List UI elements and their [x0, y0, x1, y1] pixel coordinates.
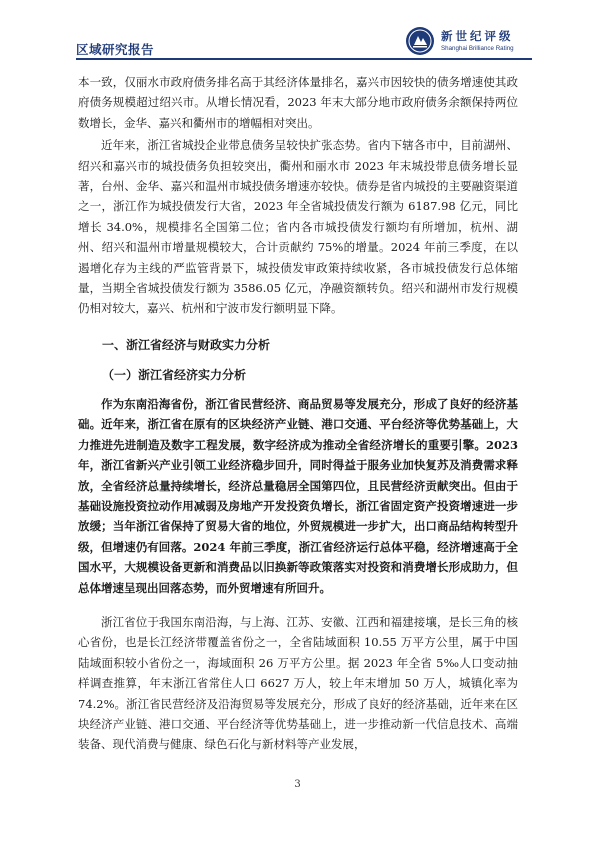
header-rule: [76, 58, 532, 60]
brilliance-rating-logo: [405, 26, 535, 56]
report-type-title: 区域研究报告: [76, 42, 155, 57]
logo-name: 新世纪评级: [441, 29, 514, 43]
body-paragraph-3: 浙江省位于我国东南沿海，与上海、江苏、安徽、江西和福建接壤，是长三角的核心省份，也是长江经济带覆盖省份之一，全省陆域面积 10.55 万平方公里，属于中国陆域面积较小省份之一，海域面积 26 万平方公里。据 2023 年全省 5‰人口变动抽样调查推算，年末浙江省常住人口 6627 万人，较上年末增加 50 万人，城镇化率为 74.2%。浙江省民营经济及沿海贸易等发展充分，形成了良好的经济基础，近年来在区块经济产业链、港口交通、平台经济等优势基础上，进一步推动新一代信息技术、高端装备、现代消费与健康、绿色石化与新材料等产业发展，: [78, 614, 518, 752]
page-header: [0, 0, 595, 62]
subsection-heading-1-1: （一）浙江省经济实力分析: [102, 367, 247, 382]
page-number: 3: [294, 779, 301, 790]
logo-tagline: Shanghai Brilliance Rating: [441, 45, 514, 52]
section-heading-1: 一、浙江省经济与财政实力分析: [102, 337, 271, 352]
body-paragraph-1: 本一致，仅丽水市政府债务排名高于其经济体量排名，嘉兴市因较快的债务增速使其政府债务规模超过绍兴市。从增长情况看，2023 年末大部分地市政府债务余额保持两位数增长，金华、嘉兴和衢州市的增幅相对突出。: [78, 75, 518, 130]
summary-paragraph-bold: 作为东南沿海省份，浙江省民营经济、商品贸易等发展充分，形成了良好的经济基础。近年来，浙江省在原有的区块经济产业链、港口交通、平台经济等优势基础上，大力推进先进制造及数字工程发展，数字经济成为推动全省经济增长的重要引擎。2023 年，浙江省新兴产业引领工业经济稳步回升，同时得益于服务业加快复苏及消费需求释放，全省经济总量持续增长，经济总量稳居全国第四位，且民营经济贡献突出。但由于基础设施投资拉动作用减弱及房地产开发投资负增长，浙江省固定资产投资增速进一步放缓；当年浙江省保持了贸易大省的地位，外贸规模进一步扩大，出口商品结构转型升级，但增速仍有回落。2024 年前三季度，浙江省经济运行总体平稳，经济增速高于全国水平，大规模设备更新和消费品以旧换新等政策落实对投资和消费增长形成助力，但总体增速呈现出回落态势，而外贸增速有所回升。: [78, 396, 518, 595]
logo-emblem-icon: [405, 26, 435, 56]
body-paragraph-2: 近年来，浙江省城投企业带息债务呈较快扩张态势。省内下辖各市中，目前湖州、绍兴和嘉兴市的城投债务负担较突出，衢州和丽水市 2023 年末城投带息债务增长显著，台州、金华、嘉兴和温州市城投债务增速亦较快。债券是省内城投的主要融资渠道之一，浙江作为城投债发行大省，2023 年全省城投债发行额为 6187.98 亿元，同比增长 34.0%，规模排名全国第二位；省内各市城投债发行额均有所增加，杭州、湖州、绍兴和温州市增量规模较大，合计贡献约 75%的增量。2024 年前三季度，在以遏增化存为主线的严监管背景下，城投债发审政策持续收紧，各市城投债发行总体缩量，当期全省城投债发行额为 3586.05 亿元，净融资额转负。绍兴和湖州市发行规模仍相对较大，嘉兴、杭州和宁波市发行额明显下降。: [78, 138, 518, 316]
report-body: [78, 72, 518, 755]
